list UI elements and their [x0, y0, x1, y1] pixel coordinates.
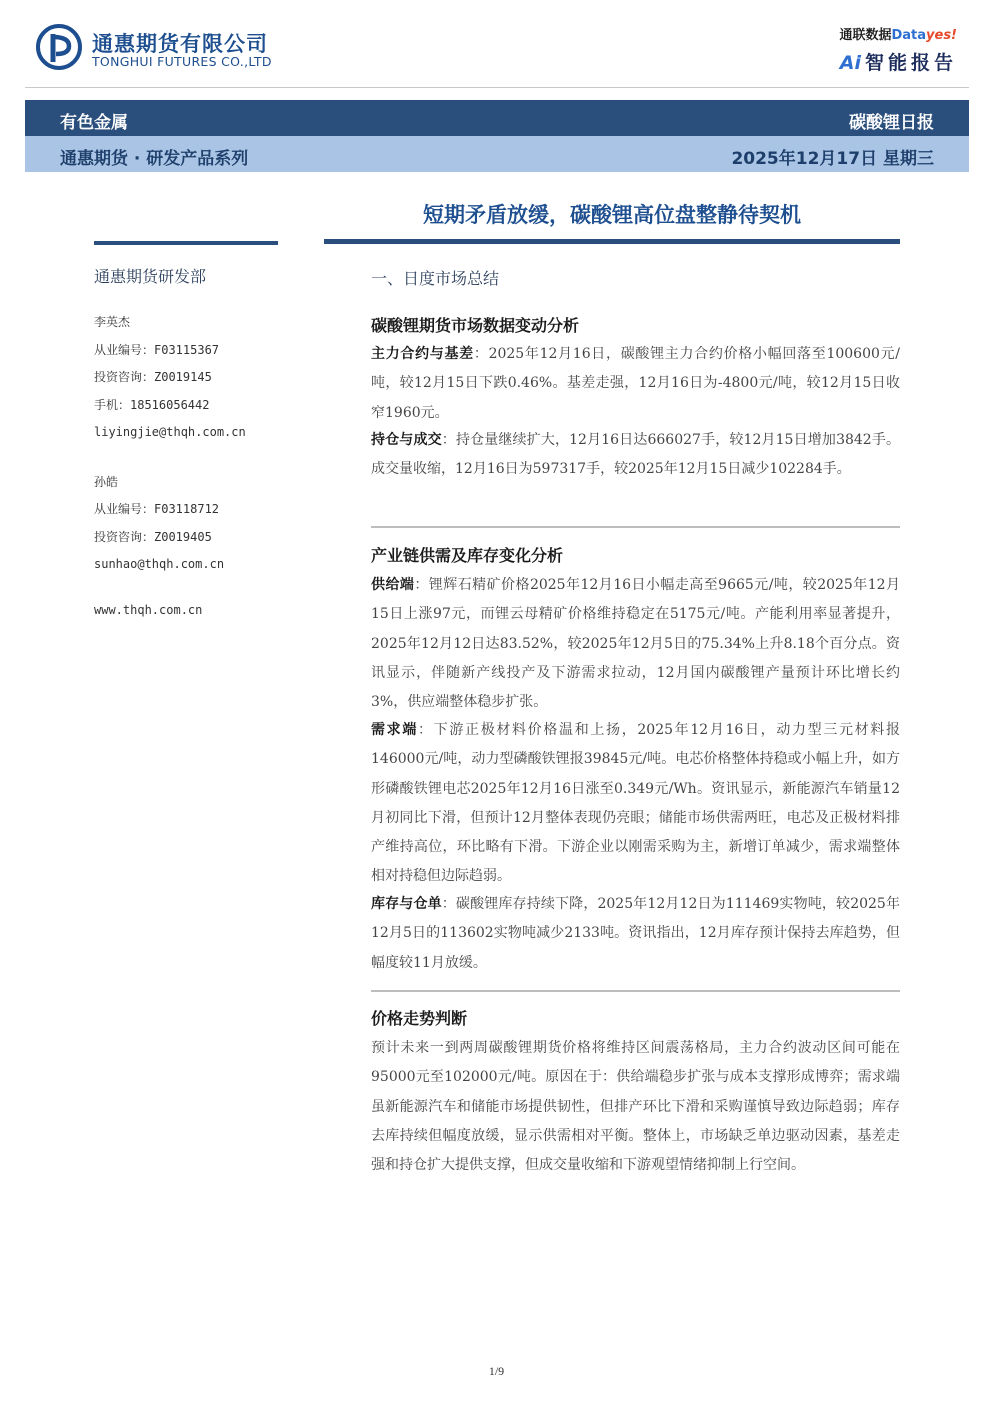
company-name-en: TONGHUI FUTURES CO.,LTD	[92, 54, 272, 69]
paragraph-contract	[371, 340, 900, 428]
paragraph-inventory	[371, 890, 900, 978]
website-link[interactable]: www.thqh.com.cn	[94, 602, 203, 617]
subheading-price-outlook: 价格走势判断	[371, 1009, 468, 1028]
page-number: 1/9	[488, 1364, 505, 1378]
paragraph-position	[371, 426, 900, 485]
datayes-yes: yes!	[926, 28, 957, 43]
datayes-brand	[839, 24, 957, 43]
sidebar	[94, 264, 294, 624]
subheading-futures: 碳酸锂期货市场数据变动分析	[371, 316, 580, 335]
report-type-label: 碳酸锂日报	[849, 113, 934, 133]
text-position: ：持仓量继续扩大，12月16日达666027手，较12月15日增加3842手。成交量收缩，12月16日为597317手，较2025年12月15日减少102284手。	[371, 432, 900, 478]
subheading-supply-demand: 产业链供需及库存变化分析	[371, 546, 564, 565]
section-divider	[371, 526, 900, 528]
analyst-name: 孙皓	[94, 474, 119, 489]
ai-mark: Ai	[839, 52, 861, 74]
ai-report-text: 智能报告	[864, 52, 957, 74]
text-inventory: ：碳酸锂库存持续下降，2025年12月12日为111469实物吨，较2025年12月5日的113602实物吨减少2133吨。资讯指出，12月库存预计保持去库趋势，但幅度较11月放缓。	[371, 896, 900, 971]
category-label: 有色金属	[60, 113, 128, 133]
datayes-prefix: 通联数据	[839, 28, 892, 43]
category-band	[25, 100, 969, 136]
text-demand: ：下游正极材料价格温和上扬，2025年12月16日，动力型三元材料报146000元/吨，动力型磷酸铁锂报39845元/吨。电芯价格整体持稳或小幅上升，如方形磷酸铁锂电芯2025年12月16日涨至0.349元/Wh。资讯显示，新能源汽车销量12月初同比下滑，但预计12月整体表现仍亮眼；储能市场供需两旺，电芯及正极材料排产维持高位，环比略有下滑。下游企业以刚需采购为主，新增订单减少，需求端整体相对持稳但边际趋弱。	[371, 722, 900, 885]
report-date: 2025年12月17日 星期三	[731, 149, 934, 169]
series-band	[25, 136, 969, 172]
header-divider	[25, 87, 969, 88]
analyst-cert: 从业编号：F03115367	[94, 342, 220, 357]
page-title: 短期矛盾放缓，碳酸锂高位盘整静待契机	[423, 203, 801, 227]
sidebar-rule	[94, 241, 278, 245]
series-label: 通惠期货 · 研发产品系列	[60, 149, 249, 169]
analyst-consult: 投资咨询：Z0019405	[94, 529, 212, 544]
label-position: 持仓与成交	[371, 432, 442, 448]
ai-report-brand	[840, 48, 957, 75]
label-contract: 主力合约与基差	[371, 346, 474, 362]
section-heading: 一、日度市场总结	[371, 269, 500, 288]
text-supply: ：锂辉石精矿价格2025年12月16日小幅走高至9665元/吨，较2025年12月15日上涨97元，而锂云母精矿价格维持稳定在5175元/吨。产能利用率显著提升，2025年12月12日达83.52%，较2025年12月5日的75.34%上升8.18个百分点。资讯显示，伴随新产线投产及下游需求拉动，12月国内碳酸锂产量预计环比增长约3%，供应端整体稳步扩张。	[371, 577, 901, 711]
analyst-cert: 从业编号：F03118712	[94, 502, 220, 516]
analyst-name: 李英杰	[94, 315, 131, 329]
paragraph-supply	[371, 571, 900, 717]
datayes-data: Data	[891, 28, 927, 43]
label-supply: 供给端	[371, 577, 415, 593]
paragraph-demand	[371, 716, 900, 892]
label-demand: 需求端	[371, 722, 419, 738]
analyst-email[interactable]: sunhao@thqh.com.cn	[94, 557, 225, 571]
label-inventory: 库存与仓单	[371, 896, 442, 912]
analyst-phone: 手机：18516056442	[94, 397, 210, 412]
section-divider	[371, 990, 900, 992]
company-logo-icon	[36, 24, 82, 70]
paragraph-outlook: 预计未来一到两周碳酸锂期货价格将维持区间震荡格局，主力合约波动区间可能在95000元至102000元/吨。原因在于：供给端稳步扩张与成本支撑形成博弈；需求端虽新能源汽车和储能市场提供韧性，但排产环比下滑和采购谨慎导致边际趋弱；库存去库持续但幅度放缓，显示供需相对平衡。整体上，市场缺乏单边驱动因素，基差走强和持仓扩大提供支撑，但成交量收缩和下游观望情绪抑制上行空间。	[371, 1040, 900, 1174]
dept-name: 通惠期货研发部	[94, 267, 207, 286]
analyst-consult: 投资咨询：Z0019145	[94, 370, 212, 384]
text-contract: ：2025年12月16日，碳酸锂主力合约价格小幅回落至100600元/吨，较12月15日下跌0.46%。基差走强，12月16日为-4800元/吨，较12月15日收窄1960元。	[371, 346, 900, 421]
analyst-email[interactable]: liyingjie@thqh.com.cn	[94, 425, 246, 439]
title-rule	[324, 239, 900, 244]
company-name-cn: 通惠期货有限公司	[92, 32, 268, 56]
